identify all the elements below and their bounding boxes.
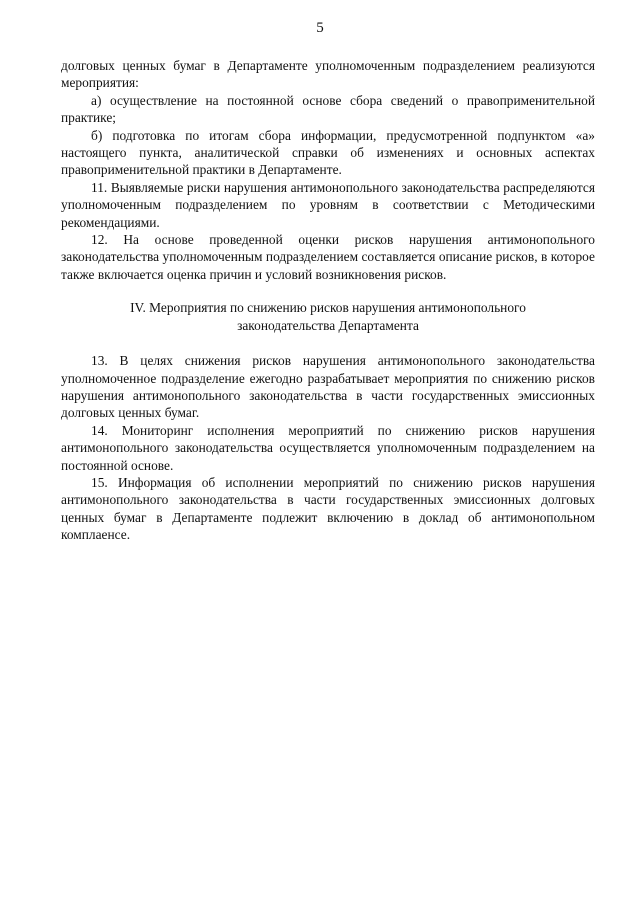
paragraph-item-b: б) подготовка по итогам сбора информации, предусмотренной подпунктом «а» настоящего пункта, аналитической справки об изменениях и основных аспектах правоприменительной практики в Департаменте. (61, 127, 595, 178)
paragraph-item-13: 13. В целях снижения рисков нарушения антимонопольного законодательства уполномоченное подразделение ежегодно разрабатывает мероприятия по снижению рисков нарушения антимонопольного законодательства в части государственных эмиссионных долговых ценных бумаг. (61, 353, 595, 421)
paragraph-intro: долговых ценных бумаг в Департаменте уполномоченным подразделением реализуются мероприятия: (61, 58, 595, 91)
section-heading: IV. Мероприятия по снижению рисков нарушения антимонопольного законодательства Департамента (130, 300, 526, 333)
paragraph-item-a: а) осуществление на постоянной основе сбора сведений о правоприменительной практике; (61, 92, 595, 126)
paragraph-item-12: 12. На основе проведенной оценки рисков нарушения антимонопольного законодательства уполномоченным подразделением составляется описание рисков, в которое также включается оценка причин и условий возникновения рисков. (61, 232, 595, 282)
paragraph-item-15: 15. Информация об исполнении мероприятий по снижению рисков нарушения антимонопольного законодательства в части государственных эмиссионных долговых ценных бумаг в Департаменте подлежит включению в доклад об антимонопольном комплаенсе. (61, 474, 595, 543)
paragraph-item-11: 11. Выявляемые риски нарушения антимонопольного законодательства распределяются уполномоченным подразделением по уровням в соответствии с Методическими рекомендациями. (61, 179, 595, 230)
document-body (61, 57, 595, 544)
paragraph-item-14: 14. Мониторинг исполнения мероприятий по снижению рисков нарушения антимонопольного законодательства осуществляется уполномоченным подразделением на постоянной основе. (61, 422, 595, 473)
page-number: 5 (316, 20, 324, 36)
